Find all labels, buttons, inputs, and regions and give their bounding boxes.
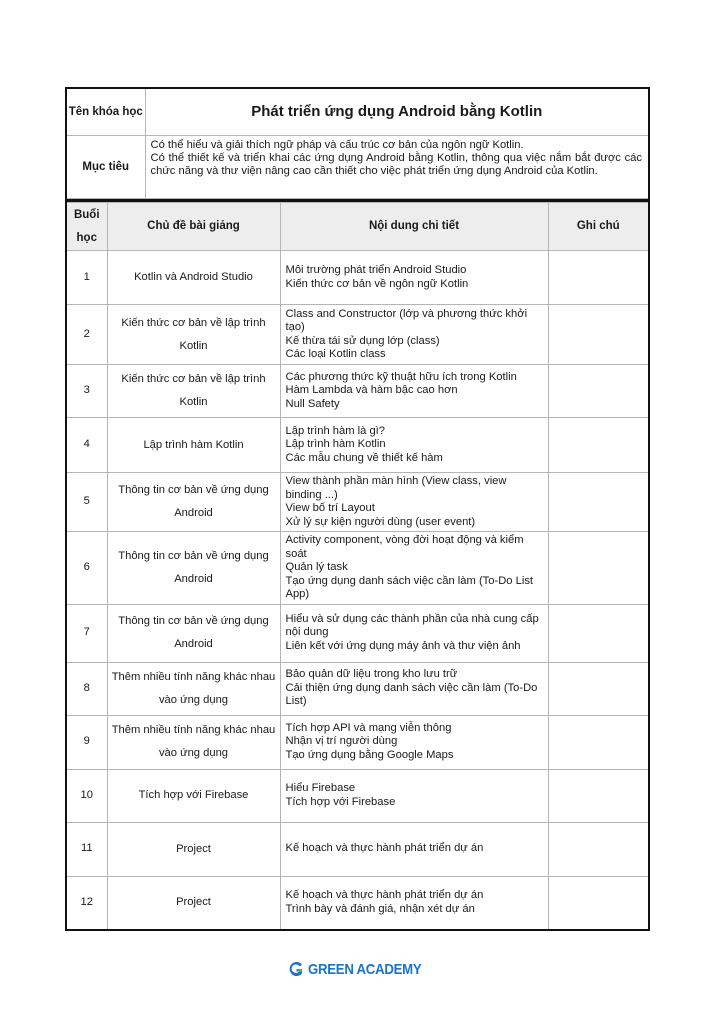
- content-line: View thành phần màn hình (View class, view binding ...): [285, 475, 507, 501]
- content-line: Xử lý sự kiện người dùng (user event): [285, 515, 476, 528]
- header-topic: Chủ đề bài giảng: [107, 203, 280, 251]
- session-number: 10: [66, 769, 107, 822]
- content-line: Kế thừa tái sử dụng lớp (class): [285, 334, 440, 347]
- content-line: Nhận vị trí người dùng: [285, 735, 398, 748]
- lesson-content: [280, 715, 548, 769]
- lesson-note: [548, 473, 649, 532]
- schedule-row: [66, 662, 649, 715]
- lesson-topic: Project: [107, 822, 280, 876]
- header-note: Ghi chú: [548, 203, 649, 251]
- content-line: Null Safety: [285, 397, 340, 410]
- schedule-row: [66, 532, 649, 605]
- course-goal-row: [66, 136, 649, 199]
- course-title: Phát triển ứng dụng Android bằng Kotlin: [145, 88, 649, 136]
- schedule-row: [66, 473, 649, 532]
- session-number: 3: [66, 365, 107, 418]
- lesson-topic: Thêm nhiều tính năng khác nhau vào ứng dụng: [107, 662, 280, 715]
- lesson-topic: Thông tin cơ bản về ứng dụng Android: [107, 604, 280, 662]
- schedule-row: [66, 822, 649, 876]
- content-line: Cải thiện ứng dụng danh sách việc cần làm (To-Do List): [285, 681, 538, 708]
- lesson-content: [280, 365, 548, 418]
- goal-line: Có thể hiểu và giải thích ngữ pháp và cấu trúc cơ bản của ngôn ngữ Kotlin.: [150, 139, 524, 151]
- lesson-content: [280, 305, 548, 365]
- lesson-note: [548, 876, 649, 930]
- course-syllabus: [65, 87, 650, 931]
- lesson-content: [280, 822, 548, 876]
- lesson-content: [280, 251, 548, 305]
- session-number: 2: [66, 305, 107, 365]
- content-line: View bố trí Layout: [285, 502, 375, 514]
- content-line: Bảo quản dữ liệu trong kho lưu trữ: [285, 668, 458, 681]
- lesson-content: [280, 532, 548, 605]
- lesson-topic: Kiến thức cơ bản về lập trình Kotlin: [107, 365, 280, 418]
- schedule-row: [66, 251, 649, 305]
- content-line: Lập trình hàm Kotlin: [285, 438, 386, 451]
- lesson-topic: Tích hợp với Firebase: [107, 769, 280, 822]
- content-line: Liên kết với ứng dụng máy ảnh và thư viện ảnh: [285, 639, 521, 652]
- session-number: 9: [66, 715, 107, 769]
- content-line: Tích hợp với Firebase: [285, 795, 396, 808]
- footer-brand: [0, 958, 724, 980]
- lesson-note: [548, 715, 649, 769]
- lesson-topic: Thêm nhiều tính năng khác nhau vào ứng dụng: [107, 715, 280, 769]
- lesson-content: [280, 473, 548, 532]
- lesson-note: [548, 822, 649, 876]
- lesson-content: [280, 662, 548, 715]
- content-line: Lập trình hàm là gì?: [285, 424, 386, 437]
- lesson-topic: Kotlin và Android Studio: [107, 251, 280, 305]
- content-line: Quản lý task: [285, 561, 348, 573]
- content-line: Tích hợp API và mạng viễn thông: [285, 721, 452, 734]
- schedule-row: [66, 876, 649, 930]
- course-title-row: [66, 88, 649, 136]
- lesson-note: [548, 251, 649, 305]
- schedule-row: [66, 365, 649, 418]
- lesson-content: [280, 604, 548, 662]
- content-line: Các phương thức kỹ thuật hữu ích trong Kotlin: [285, 370, 517, 383]
- schedule-row: [66, 769, 649, 822]
- session-number: 12: [66, 876, 107, 930]
- content-line: Các mẫu chung về thiết kế hàm: [285, 451, 443, 464]
- session-number: 1: [66, 251, 107, 305]
- lesson-note: [548, 532, 649, 605]
- content-line: Activity component, vòng đời hoạt động và kiểm soát: [285, 534, 524, 560]
- session-number: 11: [66, 822, 107, 876]
- schedule-row: [66, 305, 649, 365]
- lesson-note: [548, 662, 649, 715]
- brand-name: GREEN ACADEMY: [307, 960, 421, 978]
- course-goal-label: Mục tiêu: [66, 136, 145, 199]
- content-line: Hiểu Firebase: [285, 782, 356, 794]
- content-line: Kiến thức cơ bản về ngôn ngữ Kotlin: [285, 277, 469, 290]
- schedule-table: [65, 202, 650, 931]
- header-content: Nội dung chi tiết: [280, 203, 548, 251]
- session-number: 7: [66, 604, 107, 662]
- content-line: Các loại Kotlin class: [285, 348, 386, 360]
- lesson-content: [280, 418, 548, 473]
- goal-line: Có thể thiết kế và triển khai các ứng dụng Android bằng Kotlin, thông qua việc nắm bắt được các chức năng và thư viện nâng cao cần thiết cho việc phát triển ứng dụng Android của Kotlin.: [150, 152, 642, 178]
- lesson-topic: Thông tin cơ bản về ứng dụng Android: [107, 473, 280, 532]
- content-line: Trình bày và đánh giá, nhận xét dự án: [285, 902, 475, 915]
- lesson-topic: Lập trình hàm Kotlin: [107, 418, 280, 473]
- content-line: Kế hoạch và thực hành phát triển dự án: [285, 889, 484, 902]
- lesson-note: [548, 365, 649, 418]
- header-session: Buổi học: [66, 203, 107, 251]
- lesson-topic: Project: [107, 876, 280, 930]
- lesson-note: [548, 418, 649, 473]
- content-line: Hiểu và sử dụng các thành phần của nhà cung cấp nội dung: [285, 612, 539, 639]
- schedule-row: [66, 418, 649, 473]
- content-line: Tạo ứng dụng danh sách việc cần làm (To-Do List App): [285, 574, 534, 600]
- content-line: Kế hoạch và thực hành phát triển dự án: [285, 842, 484, 855]
- green-academy-logo-icon: [288, 961, 304, 977]
- schedule-header-row: [66, 203, 649, 251]
- course-goal: [145, 136, 649, 199]
- course-title-label: Tên khóa học: [66, 88, 145, 136]
- lesson-note: [548, 305, 649, 365]
- session-number: 8: [66, 662, 107, 715]
- course-info-table: [65, 87, 650, 199]
- schedule-body: [66, 251, 649, 931]
- lesson-topic: Kiến thức cơ bản về lập trình Kotlin: [107, 305, 280, 365]
- schedule-row: [66, 604, 649, 662]
- lesson-topic: Thông tin cơ bản về ứng dụng Android: [107, 532, 280, 605]
- lesson-note: [548, 604, 649, 662]
- session-number: 4: [66, 418, 107, 473]
- session-number: 5: [66, 473, 107, 532]
- content-line: Class and Constructor (lớp và phương thức khởi tạo): [285, 307, 528, 333]
- content-line: Tạo ứng dụng bằng Google Maps: [285, 748, 454, 761]
- schedule-row: [66, 715, 649, 769]
- lesson-note: [548, 769, 649, 822]
- session-number: 6: [66, 532, 107, 605]
- content-line: Môi trường phát triển Android Studio: [285, 264, 467, 276]
- content-line: Hàm Lambda và hàm bậc cao hơn: [285, 384, 458, 397]
- lesson-content: [280, 876, 548, 930]
- lesson-content: [280, 769, 548, 822]
